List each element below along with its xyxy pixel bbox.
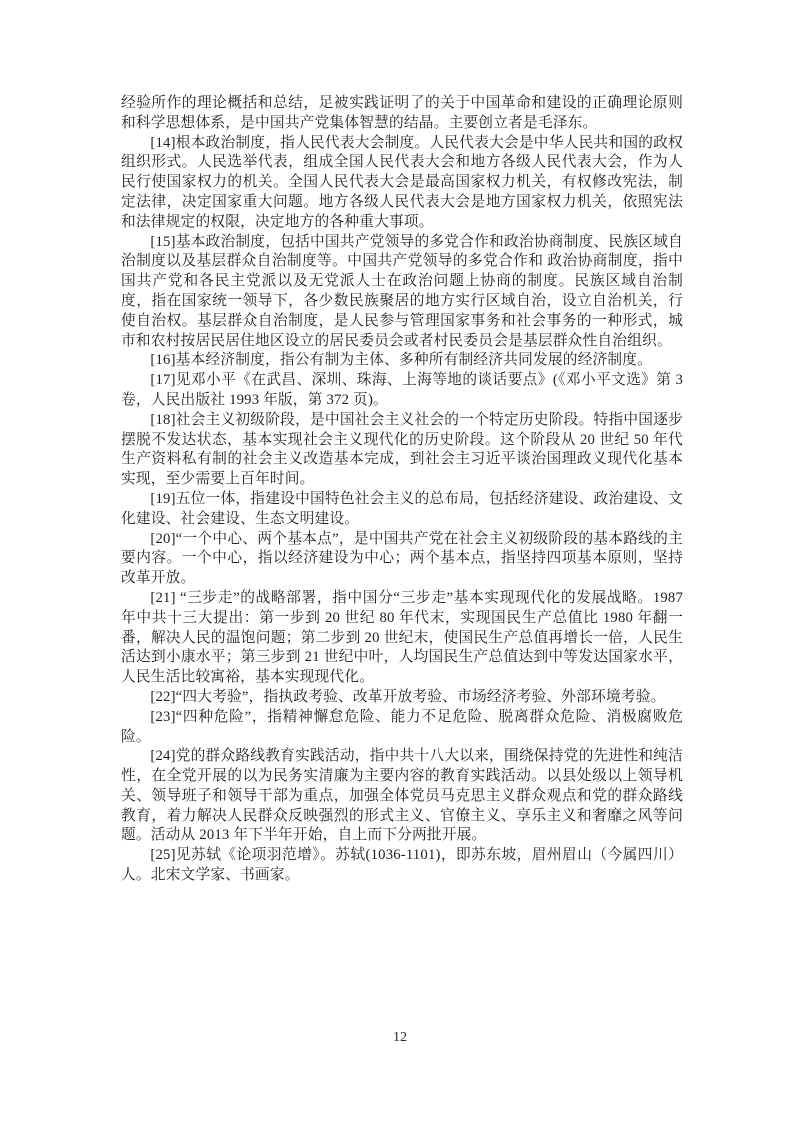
- footnote-17: [17]见邓小平《在武昌、深圳、珠海、上海等地的谈话要点》(《邓小平文选》第 3 卷，人民出版社 1993 年版，第 372 页)。: [121, 372, 683, 408]
- footnote-14: [14]根本政治制度，指人民代表大会制度。人民代表大会是中华人民共和国的政权组织形式。人民选举代表，组成全国人民代表大会和地方各级人民代表大会，作为人民行使国家权力的机关。全国人民代表大会是最高国家权力机关，有权修改宪法，制定法律，决定国家重大问题。地方各级人民代表大会是地方国家权力机关，依照宪法和法律规定的权限，决定地方的各种重大事项。: [121, 134, 683, 230]
- footnote-23: [23]“四种危险”，指精神懈怠危险、能力不足危险、脱离群众危险、消极腐败危险。: [121, 708, 683, 745]
- footnote-22: [22]“四大考验”，指执政考验、改革开放考验、市场经济考验、外部环境考验。: [150, 688, 666, 705]
- footnote-18: [18]社会主义初级阶段，是中国社会主义社会的一个特定历史阶段。特指中国逐步摆脱不发达状态，基本实现社会主义现代化的历史阶段。这个阶段从 20 世纪 50 年代生产资料私有制的社会主义改造基本完成，到社会主习近平谈治国理政义现代化基本实现，至少需要上百年时间。: [121, 411, 683, 488]
- footnote-21: [21] “三步走”的战略部署，指中国分“三步走”基本实现现代化的发展战略。1987 年中共十三大提出：第一步到 20 世纪 80 年代末，实现国民生产总值比 1980 年翻一番，解决人民的温饱问题；第二步到 20 世纪末，使国民生产总值再增长一倍，人民生活达到小康水平；第三步到 21 世纪中叶，人均国民生产总值达到中等发达国家水平，人民生活比较寓裕，基本实现现代化。: [121, 589, 683, 686]
- body-text: [121, 94, 683, 886]
- footnote-25: [25]见苏轼《论项羽范增》。苏轼(1036-1101)，即苏东坡，眉州眉山（今属四川）人。北宋文学家、书画家。: [121, 847, 683, 884]
- page-number: 12: [393, 1030, 407, 1045]
- footnote-20: [20]“一个中心、两个基本点”，是中国共产党在社会主义初级阶段的基本路线的主要内容。一个中心，指以经济建设为中心；两个基本点，指坚持四项基本原则，坚持改革开放。: [121, 530, 683, 587]
- footnote-19: [19]五位一体，指建设中国特色社会主义的总布局，包括经济建设、政治建设、文化建设、社会建设、生态文明建设。: [121, 490, 683, 527]
- footnote-24: [24]党的群众路线教育实践活动，指中共十八大以来，围绕保持党的先进性和纯洁性，在全党开展的以为民务实清廉为主要内容的教育实践活动。以县处级以上领导机关、领导班子和领导干部为重点，加强全体党员马克思主义群众观点和党的群众路线教育，着力解决人民群众反映强烈的形式主义、官僚主义、享乐主义和奢靡之风等问题。活动从 2013 年下半年开始，自上而下分两批开展。: [121, 748, 683, 844]
- footnote-15: [15]基本政治制度，包括中国共产党领导的多党合作和政治协商制度、民族区域自治制度以及基层群众自治制度等。中国共产党领导的多党合作和 政治协商制度，指中国共产党和各民主党派以及无党派人士在政治问题上协商的制度。民族区域自治制度，指在国家统一领导下，各少数民族聚居的地方实行区域自治，设立自治机关，行使自治权。基层群众自治制度，是人民参与管理国家事务和社会事务的一种形式，城市和农村按居民居住地区设立的居民委员会或者村民委员会是基层群众性自治组织。: [121, 233, 683, 349]
- paragraph-continuation: 经验所作的理论概括和总结，足被实践证明了的关于中国革命和建设的正确理论原则和科学思想体系，是中国共产党集体智慧的结晶。主要创立者是毛泽东。: [121, 95, 683, 131]
- footnote-16: [16]基本经济制度，指公有制为主体、多种所有制经济共同发展的经济制度。: [150, 352, 653, 369]
